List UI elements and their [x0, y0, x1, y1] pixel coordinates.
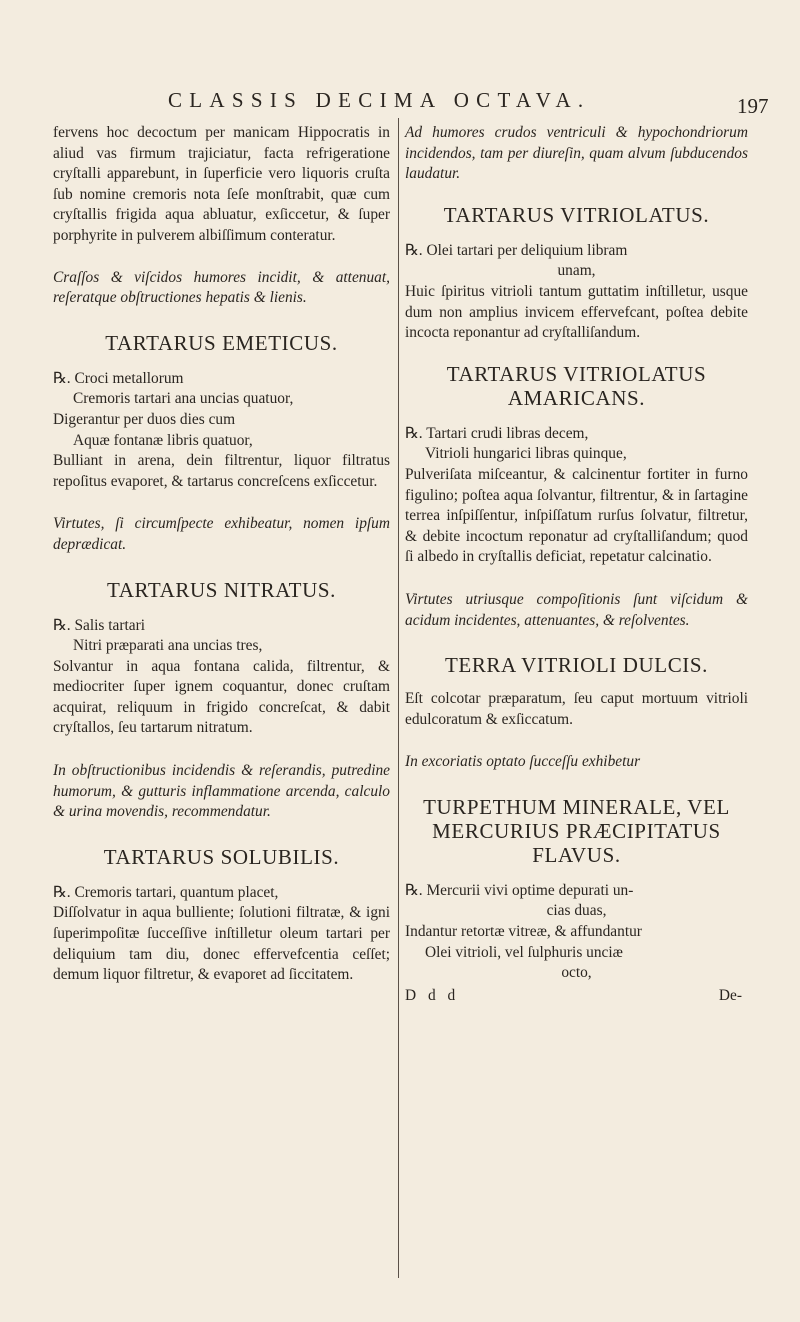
- recipe-line: ℞. Mercurii vivi optime depurati un-: [405, 881, 634, 899]
- recipe-line: Nitri præparati ana uncias tres,: [73, 637, 263, 655]
- paragraph: fervens hoc decoctum per manicam Hippocratis in aliud vas firmum trajiciatur, facta refrigeratione cryſtalli apparebunt, in ſuperficie vero liquoris cruſta ſub nomine cremoris nota ſeſe monſtrabit, quæ cum cryſtallis frigida aqua abluatur, exſiccetur, & ſuper porphyrite in pulverem albiſſimum conteratur.: [53, 124, 390, 244]
- page-number: 197: [737, 94, 769, 118]
- paragraph: Eſt colcotar præparatum, ſeu caput mortuum vitrioli edulcoratum & exſiccatum.: [405, 690, 748, 728]
- heading-tartarus-nitratus: TARTARUS NITRATUS.: [106, 577, 337, 602]
- recipe-line: Bulliant in arena, dein filtrentur, liquor filtratus repoſitus evaporet, & tartarus concreſcens exſiccetur.: [53, 452, 390, 490]
- heading-tartarus-vitriolatus: TARTARUS VITRIOLATUS.: [443, 202, 710, 227]
- virtues-note: Ad humores crudos ventriculi & hypochondriorum incidendos, tam per diureſin, quam alvum ſubducendos laudatur.: [405, 124, 748, 183]
- virtues-note: Craſſos & viſcidos humores incidit, & attenuat, reſeratque obſtructiones hepatis & lienis.: [53, 268, 390, 307]
- running-head: [0, 88, 800, 118]
- left-column: [53, 123, 390, 986]
- heading-terra-vitrioli-dulcis: TERRA VITRIOLI DULCIS.: [444, 653, 709, 678]
- recipe-line: ℞. Cremoris tartari, quantum placet,: [53, 883, 279, 901]
- recipe-line: Pulveriſata miſceantur, & calcinentur fortiter in furno figulino; poſtea aqua ſolvantur, filtrentur, & in ſartagine terrea inſpiſſentur, inſpiſſatum rurſus ſolvatur, filtretur, & debite incoctum reponatur ad cryſtalliſandum; quod ſi albedo in cryſtallis deficiat, repetatur calcinatio.: [405, 465, 748, 566]
- recipe-line: octo,: [561, 964, 592, 982]
- running-title: CLASSIS DECIMA OCTAVA.: [168, 88, 591, 112]
- column-divider: [398, 118, 399, 1278]
- recipe-line: ℞. Croci metallorum: [53, 369, 184, 387]
- virtues-note: In obſtructionibus incidendis & reſerandis, putredine humorum, & gutturis inflammatione arcenda, calculo & urina movendis, recommendatur.: [53, 762, 390, 821]
- heading-tartarus-emeticus: TARTARUS EMETICUS.: [105, 330, 338, 355]
- heading-tartarus-solubilis: TARTARUS SOLUBILIS.: [103, 844, 340, 869]
- recipe-line: Diſſolvatur in aqua bulliente; ſolutioni filtratæ, & igni ſuperimpoſitæ ſucceſſive inſtilletur oleum tartari per deliquium tam diu, donec effervefcentia ceſſet; demum liquor filtretur, & evaporet ad ſiccitatem.: [53, 904, 390, 984]
- virtues-note: In excoriatis optato ſucceſſu exhibetur: [405, 753, 641, 771]
- recipe-line: cias duas,: [546, 902, 607, 920]
- recipe-line: Indantur retortæ vitreæ, & affundantur: [405, 923, 642, 941]
- signature-mark: D d d: [405, 986, 460, 1004]
- recipe-line: Digerantur per duos dies cum: [53, 410, 236, 428]
- page-footer: [405, 986, 748, 1008]
- recipe-line: Cremoris tartari ana uncias quatuor,: [73, 390, 294, 408]
- virtues-note: Virtutes, ſi circumſpecte exhibeatur, nomen ipſum deprædicat.: [53, 515, 390, 553]
- recipe-line: unam,: [557, 262, 596, 280]
- recipe-line: Vitrioli hungarici libras quinque,: [425, 445, 627, 463]
- recipe-line: ℞. Tartari crudi libras decem,: [405, 424, 589, 442]
- catchword: De-: [718, 986, 742, 1004]
- right-column: [405, 123, 748, 1008]
- recipe-line: ℞. Salis tartari: [53, 616, 146, 634]
- recipe-line: Aquæ fontanæ libris quatuor,: [73, 431, 253, 449]
- heading-turpethum-minerale: TURPETHUM MINERALE, VEL MERCURIUS PRÆCIPITATUS FLAVUS.: [423, 794, 730, 867]
- heading-tartarus-vitriolatus-amaricans: TARTARUS VITRIOLATUS AMARICANS.: [446, 361, 707, 410]
- recipe-line: Olei vitrioli, vel ſulphuris unciæ: [425, 943, 623, 961]
- recipe-line: Solvantur in aqua fontana calida, filtrentur, & mediocriter ſuper ignem coquantur, donec cruſtam acquirat, reliquum in frigido concreſcat, & dabit cryſtallos, ſeu tartarum nitratum.: [53, 657, 390, 737]
- recipe-line: ℞. Olei tartari per deliquium libram: [405, 241, 628, 259]
- recipe-line: Huic ſpiritus vitrioli tantum guttatim inſtilletur, usque dum non amplius invicem effervefcant, poſtea debite incocta reponantur ad cryſtalliſandum.: [405, 282, 748, 342]
- virtues-note: Virtutes utriusque compoſitionis ſunt viſcidum & acidum incidentes, attenuantes, & reſolventes.: [405, 590, 748, 629]
